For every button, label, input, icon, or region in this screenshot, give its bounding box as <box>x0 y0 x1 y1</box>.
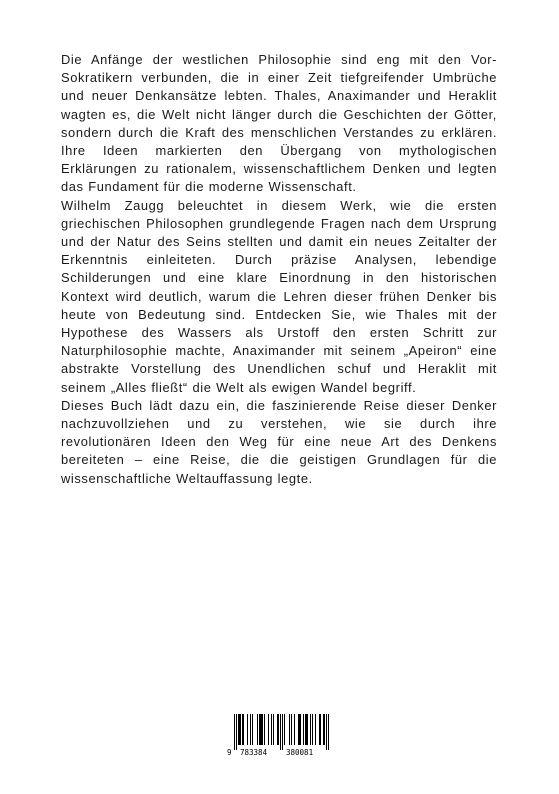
barcode-bar <box>306 714 307 745</box>
blurb-paragraph-invitation: Dieses Buch lädt dazu ein, die faszinierende Reise dieser Denker nachzuvollziehen und zu verstehen, wie sie durch ihre revolutionären Ideen den Weg für eine neue Art des Denkens bereiteten – eine Reise, die die geistigen Grundlagen für die wissenschaftliche Weltauffassung legte. <box>61 397 497 486</box>
barcode-bar <box>328 714 329 750</box>
isbn-barcode <box>227 714 331 758</box>
barcode-bar <box>282 714 283 750</box>
barcode-bar <box>315 714 316 745</box>
blurb-paragraph-intro: Die Anfänge der westlichen Philosophie sind eng mit den Vor-Sokratikern verbunden, die in einer Zeit tiefgreifender Umbrüche und neuer Denkansätze lebten. Thales, Anaximander und Heraklit wagten es, die Welt nicht länger durch die Geschichten der Götter, sondern durch die Kraft des menschlichen Verstandes zu erklären. Ihre Ideen markierten den Übergang von mythologischen Erklärungen zu rationalem, wissenschaftlichem Denken und legten das Fundament für die moderne Wissenschaft. <box>61 52 497 195</box>
barcode-bar <box>305 714 306 745</box>
barcode-bar <box>326 714 327 750</box>
barcode-bar <box>277 714 278 745</box>
barcode-bar <box>291 714 292 745</box>
barcode-bar <box>300 714 301 745</box>
barcode-bar <box>312 714 313 745</box>
barcode-bar <box>324 714 325 745</box>
barcode-bar <box>289 714 290 745</box>
barcode-bar <box>268 714 269 745</box>
barcode-bar <box>273 714 274 745</box>
barcode-bar <box>264 714 265 745</box>
barcode-bar <box>262 714 263 745</box>
barcode-bar <box>240 714 241 745</box>
barcode-bars <box>227 714 331 750</box>
barcode-bar <box>278 714 279 745</box>
barcode-bar <box>284 714 285 745</box>
barcode-bar <box>257 714 258 745</box>
barcode-bar <box>298 714 299 745</box>
barcode-bar <box>250 714 251 745</box>
barcode-bar <box>307 714 308 745</box>
barcode-bar <box>236 714 237 750</box>
barcode-bar <box>303 714 304 745</box>
barcode-bar <box>320 714 321 745</box>
barcode-bar <box>242 714 243 745</box>
barcode-digit-first: 9 <box>227 748 232 757</box>
barcode-digits <box>227 748 331 758</box>
barcode-digits-right: 380081 <box>286 748 314 757</box>
blurb-paragraph-author: Wilhelm Zaugg beleuchtet in diesem Werk, wie die ersten griechischen Philosophen grundlegende Fragen nach dem Ursprung und der Natur des Seins stellten und damit ein neues Zeitalter der Erkenntnis einleiteten. Durch präzise Analysen, lebendige Schilderungen und eine klare Einordnung in den historischen Kontext wird deutlich, warum die Lehren dieser frühen Denker bis heute von Bedeutung sind. Entdecken Sie, wie Thales mit der Hypothese des Wassers als Urstoff den ersten Schritt zur Naturphilosophie machte, Anaximander mit seinem „Apeiron“ eine abstrakte Vorstellung des Unendlichen schuf und Heraklit mit seinem „Alles fließt“ die Welt als ewigen Wandel begriff. <box>61 197 497 395</box>
barcode-bar <box>280 714 281 750</box>
barcode-bar <box>294 714 295 745</box>
barcode-bar <box>238 714 239 745</box>
barcode-bar <box>310 714 311 745</box>
barcode-bar <box>252 714 253 745</box>
barcode-bar <box>239 714 240 745</box>
barcode-bar <box>319 714 320 745</box>
barcode-digits-left: 783384 <box>240 748 268 757</box>
blurb-text <box>61 51 497 488</box>
barcode-bar <box>271 714 272 745</box>
barcode-bar <box>299 714 300 745</box>
barcode-bar <box>261 714 262 745</box>
barcode-bar <box>247 714 248 745</box>
barcode-bar <box>260 714 261 745</box>
barcode-bar <box>234 714 235 750</box>
barcode-bar <box>259 714 260 745</box>
barcode-bar <box>243 714 244 745</box>
barcode-bar <box>323 714 324 745</box>
